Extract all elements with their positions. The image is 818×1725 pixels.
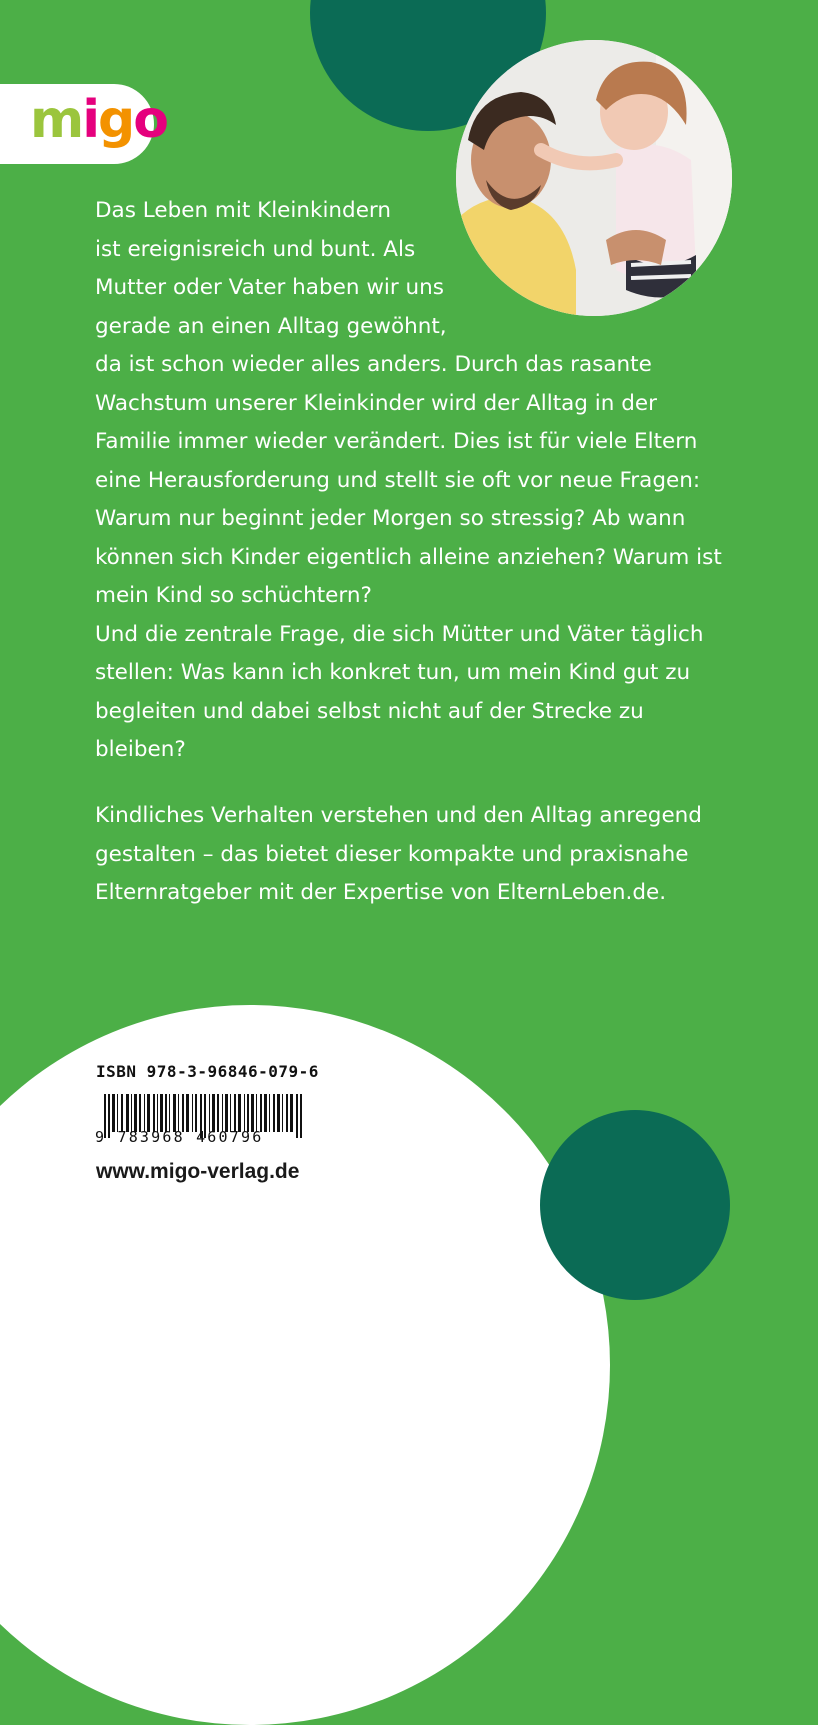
publisher-website: www.migo-verlag.de <box>96 1160 300 1183</box>
isbn-label: ISBN 978-3-96846-079-6 <box>96 1062 319 1081</box>
decorative-circle-bottom <box>540 1110 730 1300</box>
blurb-paragraph-1 <box>95 192 735 616</box>
blurb-paragraph-3: Kindliches Verhalten verstehen und den Alltag anregend gestalten – das bietet dieser kompakte und praxisnahe Elternratgeber mit der Expertise von ElternLeben.de. <box>95 803 702 905</box>
blurb-paragraph-2: Und die zentrale Frage, die sich Mütter und Väter täglich stellen: Was kann ich konkret tun, um mein Kind gut zu begleiten und dabei selbst nicht auf der Strecke zu bleiben? <box>95 621 704 762</box>
migo-logo-text: migo <box>30 90 167 150</box>
blurb-summary <box>95 797 755 913</box>
publisher-logo <box>0 84 167 164</box>
blurb-line: Mutter oder Vater haben wir uns <box>95 275 445 300</box>
barcode-digits: 9 783968 460796 <box>95 1128 264 1146</box>
blurb-line: gerade an einen Alltag gewöhnt, <box>95 313 447 339</box>
blurb-paragraph-1-rest: da ist schon wieder alles anders. Durch das rasante Wachstum unserer Kleinkinder wird der Alltag in der Familie immer wieder verändert. Dies ist für viele Eltern eine Herausforderung und stellt sie oft vor neue Fragen: Warum nur beginnt jeder Morgen so stressig? Ab wann können sich Kinder eigentlich alleine anziehen? Warum ist mein Kind so schüchtern? <box>95 352 722 608</box>
blurb-line: ist ereignisreich und bunt. Als <box>95 236 416 262</box>
blurb-text <box>95 192 735 770</box>
blurb-line: Das Leben mit Kleinkindern <box>95 198 392 223</box>
